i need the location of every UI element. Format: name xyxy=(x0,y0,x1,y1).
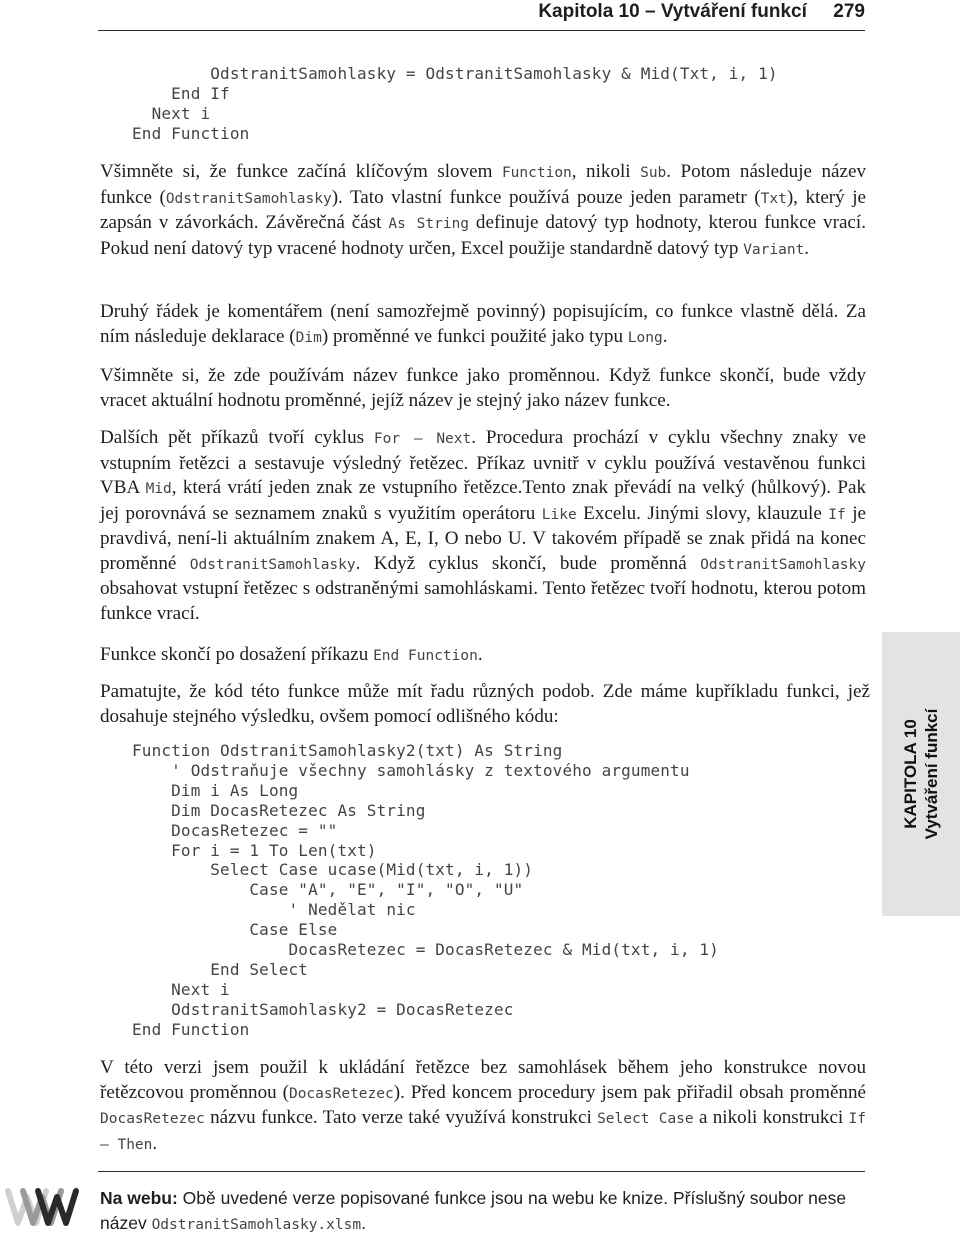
www-icon xyxy=(5,1183,83,1229)
paragraph-function-name-variable: Všimněte si, že zde používám název funkce jako proměnnou. Když funkce skončí, bude vždy vracet aktuální hodnotu proměnné, jejíž název je stejný jako název funkce. xyxy=(100,365,866,411)
web-note-label: Na webu: xyxy=(100,1188,178,1208)
header-rule xyxy=(98,30,865,31)
running-header xyxy=(500,0,865,24)
paragraph-function-intro: Všimněte si, že funkce začíná klíčovým slovem Function, nikoli Sub. Potom následuje název funkce (OdstranitSamohlasky). Tato vlastní funkce používá pouze jeden parametr (Txt), který je zapsán v závorkách. Závěrečná část As String definuje datový typ hodnoty, kterou funkce vrací. Pokud není datový typ vracené hodnoty určen, Excel použije standardně datový typ Variant. xyxy=(100,161,866,259)
code-listing-odstranitsamohlasky2: Function OdstranitSamohlasky2(txt) As String ' Odstraňuje všechny samohlásky z textového argumentu Dim i As Long Dim DocasRetezec As String DocasRetezec = "" For i = 1 To Len(txt) Select Case ucase(Mid(txt, i, 1)) Case "A", "E", "I", "O", "U" ' Nedělat nic Case Else DocasRetezec = DocasRetezec & Mid(txt, i, 1) End Select Next i OdstranitSamohlasky2 = DocasRetezec End Function xyxy=(132,741,719,1039)
file-name: OdstranitSamohlasky.xlsm xyxy=(151,1216,362,1233)
paragraph-comment-line: Druhý řádek je komentářem (není samozřejmě povinný) popisujícím, co funkce vlastně dělá. Za ním následuje deklarace (Dim) proměnné ve funkci použité jako typu Long. xyxy=(100,301,866,347)
page-number: 279 xyxy=(833,1,865,22)
paragraph-end-function: Funkce skončí po dosažení příkazu End Function. xyxy=(100,644,483,665)
chapter-title: Kapitola 10 – Vytváření funkcí xyxy=(538,1,807,22)
paragraph-for-next-loop: Dalších pět příkazů tvoří cyklus For – Next. Procedura prochází v cyklu všechny znaky ve vstupním řetězci a sestavuje výsledný řetězec. Příkaz uvnitř v cyklu používá vestavěnou funkci VBA Mid, která vrátí jeden znak ze vstupního řetězce.Tento znak převádí na velký (hůlkový). Pak jej porovnává se seznamem znaků s využitím operátoru Like Excelu. Jinými slovy, klauzule If je pravdivá, není-li aktuálním znakem A, E, I, O nebo U. V takovém případě se znak přidá na konec proměnné OdstranitSamohlasky. Když cyklus skončí, bude proměnná OdstranitSamohlasky obsahovat vstupní řetězec s odstraněnými samohláskami. Tento řetězec tvoří hodnotu, kterou potom funkce vrací. xyxy=(100,427,866,624)
side-tab-chapter-number: KAPITOLA 10 xyxy=(901,719,920,829)
note-rule xyxy=(98,1171,865,1172)
web-note: Na webu: Obě uvedené verze popisované funkce jsou na webu ke knize. Příslušný soubor nese název OdstranitSamohlasky.xlsm. xyxy=(100,1188,847,1233)
paragraph-alternative-code: Pamatujte, že kód této funkce může mít řadu různých podob. Zde máme kupříkladu funkci, jež dosahuje stejného výsledku, ovšem pomocí odlišného kódu: xyxy=(100,681,870,727)
paragraph-version-explanation: V této verzi jsem použil k ukládání řetězce bez samohlásek během jeho konstrukce novou řetězcovou proměnnou (DocasRetezec). Před koncem procedury jsem pak přiřadil obsah proměnné DocasRetezec názvu funkce. Tato verze také využívá konstrukci Select Case a nikoli konstrukci If – Then. xyxy=(100,1057,867,1154)
chapter-side-tab-label xyxy=(900,709,942,840)
chapter-side-tab xyxy=(882,632,960,916)
side-tab-chapter-title: Vytváření funkcí xyxy=(922,708,941,840)
code-listing-end-of-function: OdstranitSamohlasky = OdstranitSamohlasky & Mid(Txt, i, 1) End If Next i End Function xyxy=(132,64,778,143)
